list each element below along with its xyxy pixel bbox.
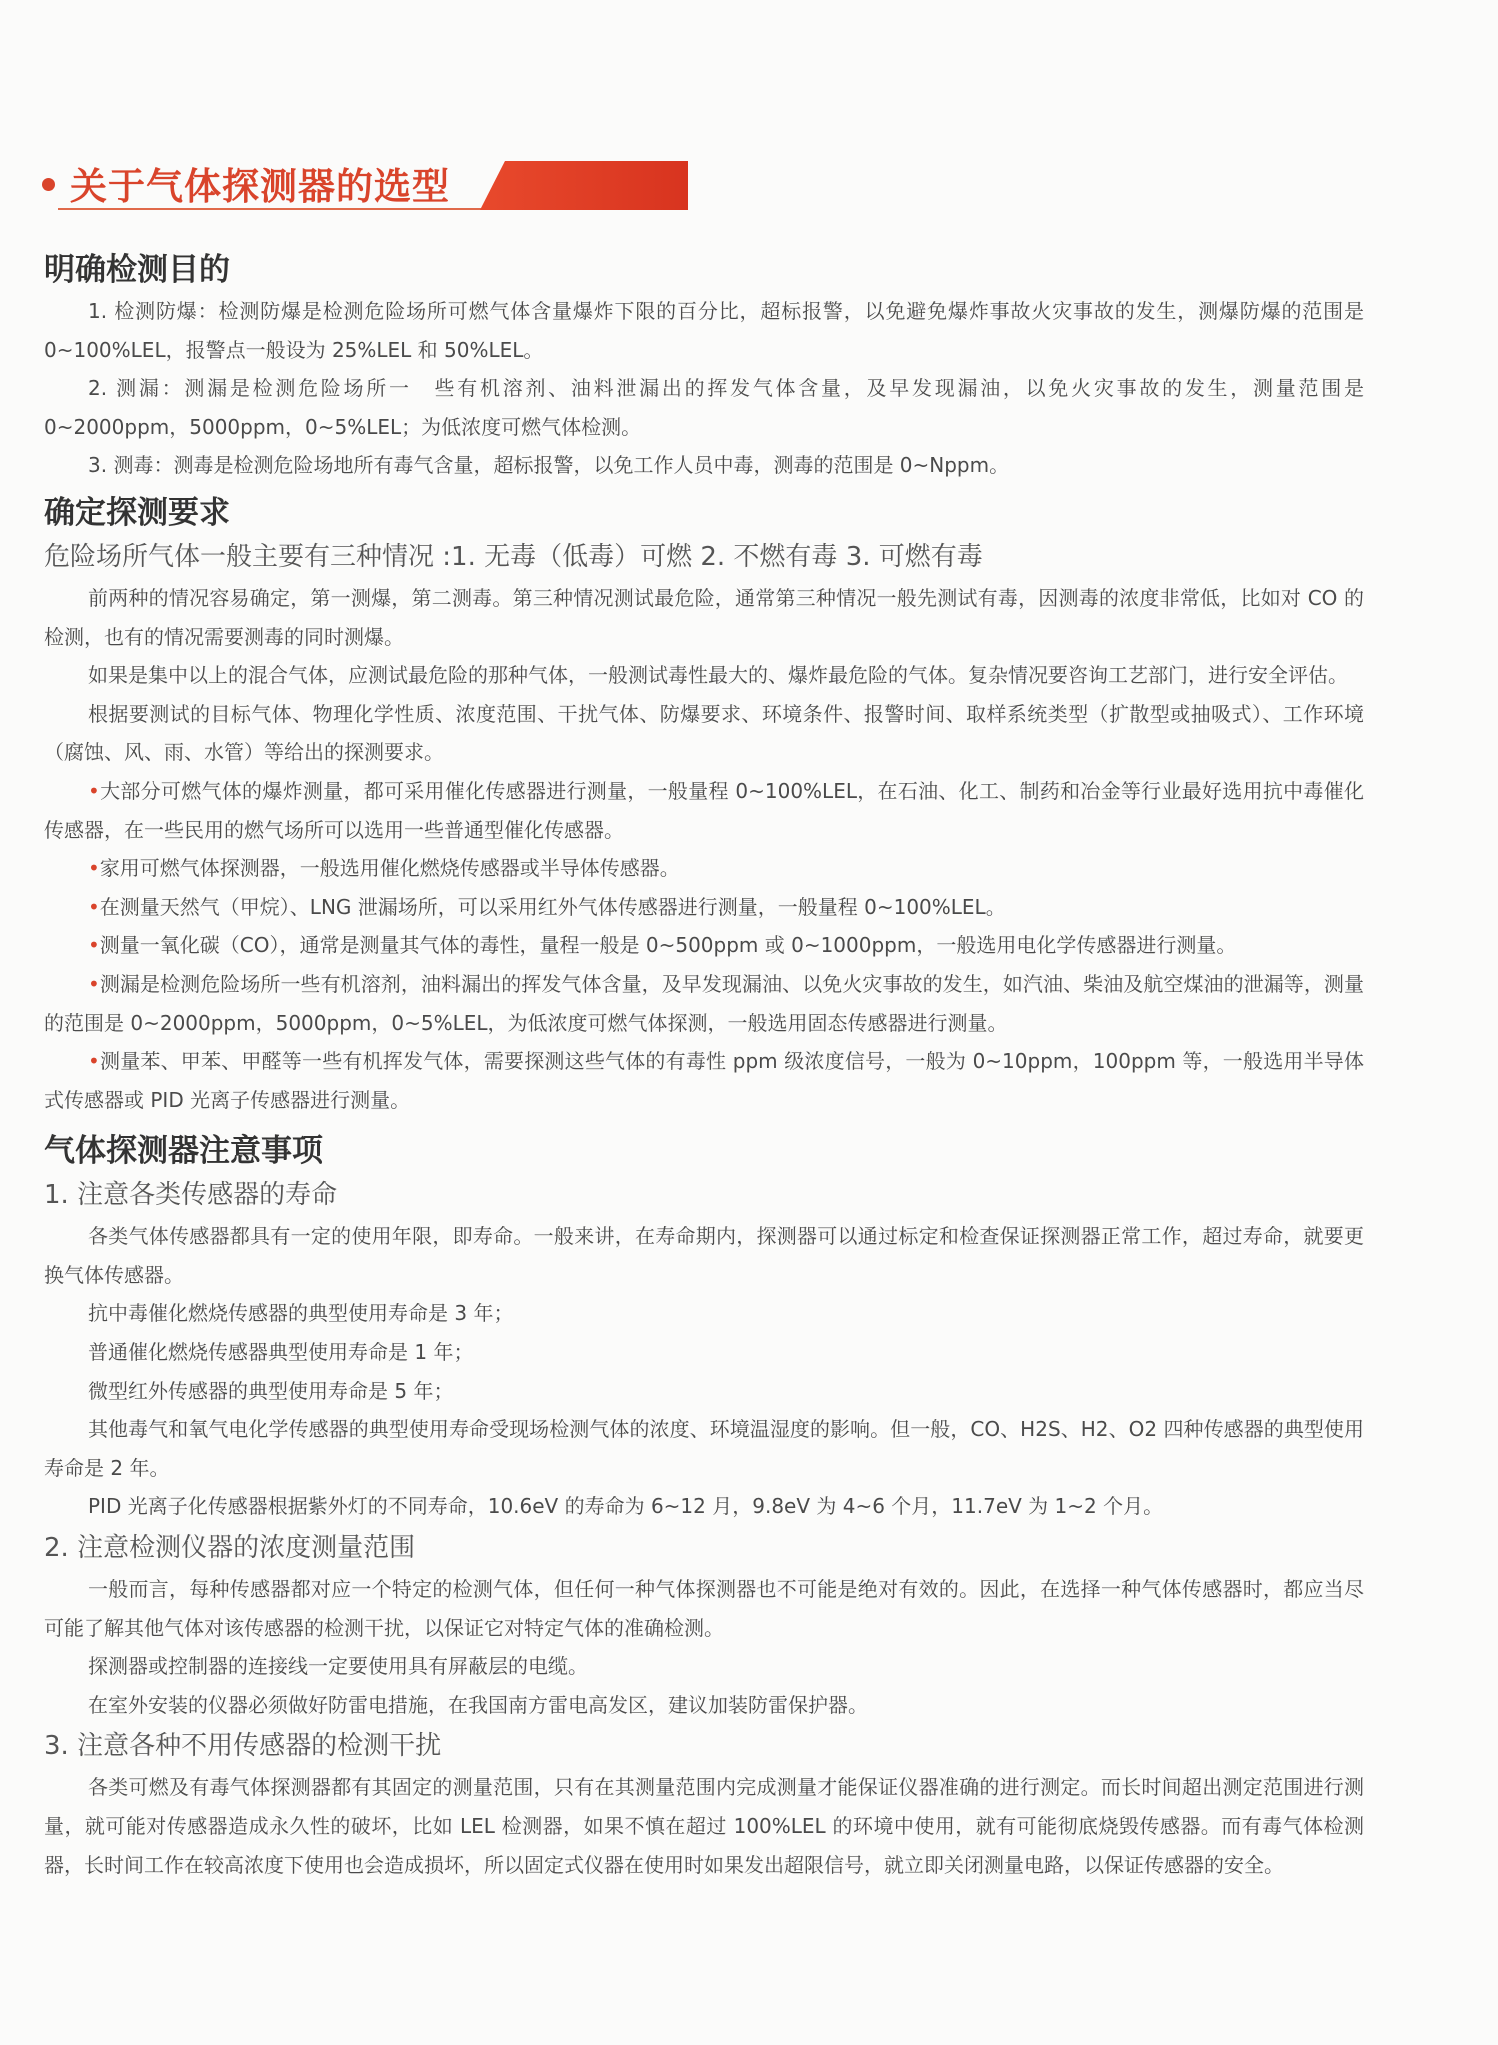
paragraph xyxy=(44,1410,1364,1487)
red-bullet-icon: • xyxy=(88,856,100,881)
paragraph-text: 各类可燃及有毒气体探测器都有其固定的测量范围，只有在其测量范围内完成测量才能保证仪器准确的进行测定。而长时间超出测定范围进行测量，就可能对传感器造成永久性的破坏，比如 LEL 检测器，如果不慎在超过 100%LEL 的环境中使用，就有可能彻底烧毁传感器。而有毒气体检测器，长时间工作在较高浓度下使用也会造成损坏，所以固定式仪器在使用时如果发出超限信号，就立即关闭测量电路，以保证传感器的安全。 xyxy=(44,1775,1364,1877)
section-sensor-life xyxy=(44,1217,1364,1526)
paragraph xyxy=(44,1217,1364,1294)
paragraph xyxy=(44,446,1364,485)
title-red-bar xyxy=(480,161,688,210)
paragraph xyxy=(44,888,1364,927)
paragraph xyxy=(44,1768,1364,1884)
paragraph xyxy=(44,1294,1364,1333)
subheading-measurement-range: 2. 注意检测仪器的浓度测量范围 xyxy=(44,1533,416,1564)
heading-precautions: 气体探测器注意事项 xyxy=(44,1133,323,1170)
paragraph-text: 家用可燃气体探测器，一般选用催化燃烧传感器或半导体传感器。 xyxy=(99,856,680,881)
paragraph-text: 测漏是检测危险场所一些有机溶剂，油料漏出的挥发气体含量，及早发现漏油、以免火灾事故的发生，如汽油、柴油及航空煤油的泄漏等，测量的范围是 0~2000ppm，5000ppm，0~5%LEL，为低浓度可燃气体探测，一般选用固态传感器进行测量。 xyxy=(44,971,1364,1035)
paragraph-text: 一般而言，每种传感器都对应一个特定的检测气体，但任何一种气体探测器也不可能是绝对有效的。因此，在选择一种气体传感器时，都应当尽可能了解其他气体对该传感器的检测干扰，以保证它对特定气体的准确检测。 xyxy=(44,1577,1364,1640)
section-detection-purpose xyxy=(44,292,1364,485)
paragraph xyxy=(44,1042,1364,1119)
paragraph-text: 在测量天然气（甲烷）、LNG 泄漏场所，可以采用红外气体传感器进行测量，一般量程 0~100%LEL。 xyxy=(99,894,1006,919)
red-bullet-icon: • xyxy=(88,933,100,958)
paragraph xyxy=(44,1647,1364,1686)
paragraph xyxy=(44,1686,1364,1725)
paragraph-text: 抗中毒催化燃烧传感器的典型使用寿命是 3 年； xyxy=(88,1301,514,1326)
paragraph xyxy=(44,579,1364,656)
heading-detection-requirements: 确定探测要求 xyxy=(44,494,230,531)
section-measurement-range xyxy=(44,1570,1364,1724)
paragraph-text: 其他毒气和氧气电化学传感器的典型使用寿命受现场检测气体的浓度、环境温湿度的影响。但一般，CO、H2S、H2、O2 四种传感器的典型使用寿命是 2 年。 xyxy=(44,1417,1364,1480)
red-bullet-icon: • xyxy=(88,1049,100,1074)
paragraph-text: 根据要测试的目标气体、物理化学性质、浓度范围、干扰气体、防爆要求、环境条件、报警时间、取样系统类型（扩散型或抽吸式）、工作环境（腐蚀、风、雨、水管）等给出的探测要求。 xyxy=(44,701,1364,765)
paragraph xyxy=(44,1372,1364,1411)
paragraph xyxy=(44,1570,1364,1647)
paragraph-text: 3. 测毒：测毒是检测危险场地所有毒气含量，超标报警，以免工作人员中毒，测毒的范围是 0~Nppm。 xyxy=(88,453,1010,478)
paragraph-text: 在室外安装的仪器必须做好防雷电措施，在我国南方雷电高发区，建议加装防雷保护器。 xyxy=(88,1692,868,1717)
paragraph-text: PID 光离子化传感器根据紫外灯的不同寿命，10.6eV 的寿命为 6~12 月，9.8eV 为 4~6 个月，11.7eV 为 1~2 个月。 xyxy=(88,1494,1164,1519)
heading-detection-purpose: 明确检测目的 xyxy=(44,252,230,288)
paragraph-text: 前两种的情况容易确定，第一测爆，第二测毒。第三种情况测试最危险，通常第三种情况一般先测试有毒，因测毒的浓度非常低，比如对 CO 的检测，也有的情况需要测毒的同时测爆。 xyxy=(44,585,1364,649)
paragraph-text: 测量一氧化碳（CO），通常是测量其气体的毒性，量程一般是 0~500ppm 或 0~1000ppm，一般选用电化学传感器进行测量。 xyxy=(99,933,1237,958)
paragraph-text: 各类气体传感器都具有一定的使用年限，即寿命。一般来讲，在寿命期内，探测器可以通过标定和检查保证探测器正常工作，超过寿命，就要更换气体传感器。 xyxy=(44,1224,1364,1287)
paragraph xyxy=(44,772,1364,849)
paragraph-text: 微型红外传感器的典型使用寿命是 5 年； xyxy=(88,1378,454,1403)
paragraph-text: 普通催化燃烧传感器典型使用寿命是 1 年； xyxy=(88,1340,474,1365)
paragraph xyxy=(44,656,1364,695)
paragraph xyxy=(44,965,1364,1042)
paragraph xyxy=(44,1333,1364,1372)
red-bullet-icon: • xyxy=(88,894,100,919)
paragraph-text: 探测器或控制器的连接线一定要使用具有屏蔽层的电缆。 xyxy=(88,1654,588,1679)
document-body xyxy=(44,248,1364,1884)
section-detection-requirements xyxy=(44,579,1364,772)
paragraph-text: 大部分可燃气体的爆炸测量，都可采用催化传感器进行测量，一般量程 0~100%LEL，在石油、化工、制药和冶金等行业最好选用抗中毒催化传感器，在一些民用的燃气场所可以选用一些普通型催化传感器。 xyxy=(44,778,1364,842)
section-interference xyxy=(44,1768,1364,1884)
paragraph-text: 1. 检测防爆：检测防爆是检测危险场所可燃气体含量爆炸下限的百分比，超标报警，以免避免爆炸事故火灾事故的发生，测爆防爆的范围是 0~100%LEL，报警点一般设为 25%LEL 和 50%LEL。 xyxy=(44,299,1364,362)
page-title: 关于气体探测器的选型 xyxy=(70,165,450,208)
paragraph-text: 2. 测漏：测漏是检测危险场所一 些有机溶剂、油料泄漏出的挥发气体含量，及早发现漏油，以免火灾事故的发生，测量范围是 0~2000ppm，5000ppm，0~5%LEL；为低浓度可燃气体检测。 xyxy=(44,376,1364,439)
paragraph-text: 测量苯、甲苯、甲醛等一些有机挥发气体，需要探测这些气体的有毒性 ppm 级浓度信号，一般为 0~10ppm，100ppm 等，一般选用半导体式传感器或 PID 光离子传感器进行测量。 xyxy=(44,1049,1364,1112)
section-title-banner xyxy=(36,152,686,212)
subheading-interference: 3. 注意各种不用传感器的检测干扰 xyxy=(44,1731,442,1762)
bullet-list xyxy=(44,772,1364,1119)
paragraph xyxy=(44,926,1364,965)
paragraph xyxy=(44,695,1364,772)
paragraph xyxy=(44,849,1364,888)
title-underline xyxy=(58,208,518,210)
paragraph xyxy=(44,1487,1364,1526)
red-bullet-icon: • xyxy=(88,971,100,996)
subheading-sensor-life: 1. 注意各类传感器的寿命 xyxy=(44,1180,338,1211)
paragraph-text: 如果是集中以上的混合气体，应测试最危险的那种气体，一般测试毒性最大的、爆炸最危险的气体。复杂情况要咨询工艺部门，进行安全评估。 xyxy=(88,663,1348,688)
bullet-dot-icon xyxy=(42,178,55,191)
red-bullet-icon: • xyxy=(88,778,100,803)
paragraph xyxy=(44,369,1364,446)
paragraph xyxy=(44,292,1364,369)
subheading-gas-cases: 危险场所气体一般主要有三种情况 :1. 无毒（低毒）可燃 2. 不燃有毒 3. 可燃有毒 xyxy=(44,541,983,572)
